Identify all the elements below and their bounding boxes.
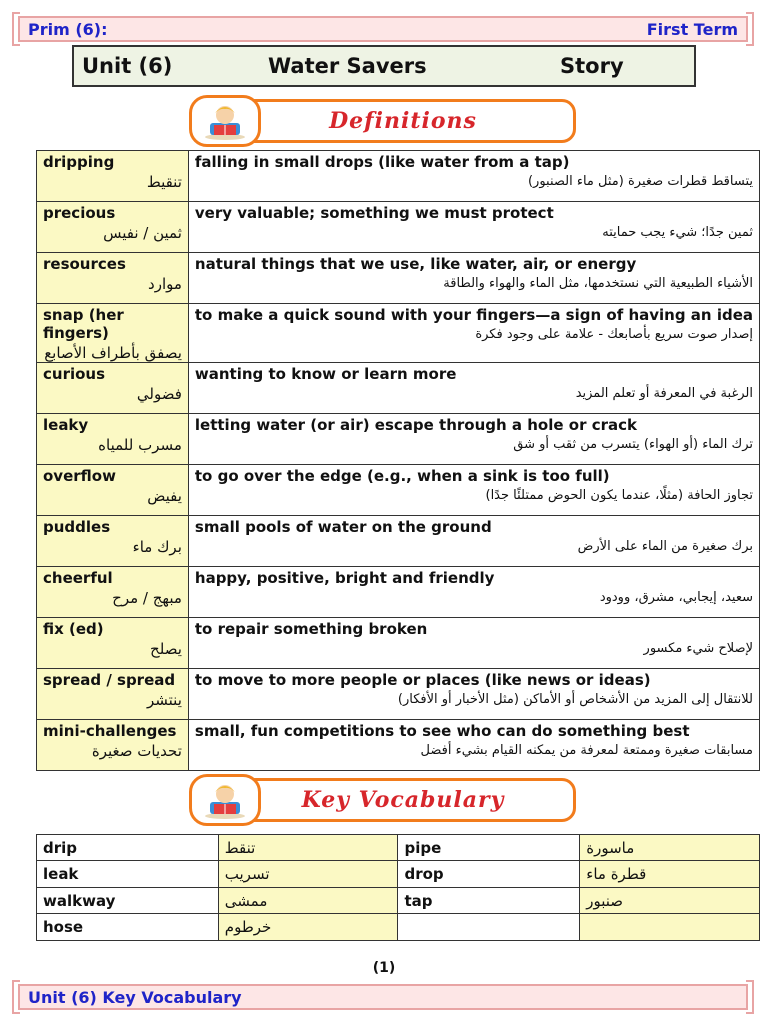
grade-label: Prim (6): <box>28 19 108 39</box>
definition-english: to go over the edge (e.g., when a sink is too full) <box>194 467 610 485</box>
footer-label: Unit (6) Key Vocabulary <box>28 987 242 1007</box>
definition-row <box>37 151 760 202</box>
header-band <box>18 16 748 42</box>
vocab-meaning: قطرة ماء <box>580 861 760 888</box>
term-arabic: مبهج / مرح <box>112 589 182 607</box>
definition-row <box>37 618 760 669</box>
term-arabic: يفيض <box>147 487 182 505</box>
definition-row <box>37 567 760 618</box>
definition-english: to repair something broken <box>194 620 428 638</box>
definition-cell <box>188 669 759 720</box>
vocab-word: walkway <box>37 888 219 914</box>
vocab-word: hose <box>37 914 219 941</box>
definition-english: small, fun competitions to see who can do something best <box>194 722 690 740</box>
vocab-meaning <box>580 914 760 941</box>
definition-cell <box>188 304 759 363</box>
term-english: snap (her fingers) <box>43 306 124 342</box>
definition-row <box>37 253 760 304</box>
definition-row <box>37 720 760 771</box>
vocab-meaning: تنقط <box>218 835 398 861</box>
definition-arabic: لإصلاح شيء مكسور <box>643 641 753 656</box>
lesson-title: Water Savers <box>268 54 427 78</box>
definition-english: falling in small drops (like water from a tap) <box>194 153 570 171</box>
definition-english: wanting to know or learn more <box>194 365 457 383</box>
definition-arabic: الأشياء الطبيعية التي نستخدمها، مثل الماء والهواء والطاقة <box>443 276 753 291</box>
term-arabic: يصفق بأطراف الأصابع <box>44 344 182 362</box>
vocab-meaning: صنبور <box>580 888 760 914</box>
term-english: puddles <box>43 518 111 536</box>
definition-row <box>37 304 760 363</box>
key-vocabulary-banner <box>190 778 576 822</box>
vocab-word: drip <box>37 835 219 861</box>
vocabulary-table <box>36 834 760 941</box>
term-cell <box>37 151 189 202</box>
definitions-banner <box>190 99 576 143</box>
term-cell <box>37 567 189 618</box>
term-english: overflow <box>43 467 116 485</box>
term-english: curious <box>43 365 106 383</box>
reading-child-icon <box>189 774 261 826</box>
term-arabic: تنقيط <box>146 173 182 191</box>
definition-arabic: سعيد، إيجابي، مشرق، وودود <box>599 590 753 605</box>
definition-row <box>37 669 760 720</box>
term-cell <box>37 202 189 253</box>
term-cell <box>37 720 189 771</box>
definition-english: small pools of water on the ground <box>194 518 492 536</box>
definition-row <box>37 465 760 516</box>
term-english: fix (ed) <box>43 620 104 638</box>
term-cell <box>37 618 189 669</box>
term-english: mini-challenges <box>43 722 177 740</box>
term-arabic: موارد <box>148 275 182 293</box>
term-english: leaky <box>43 416 89 434</box>
definition-english: letting water (or air) escape through a hole or crack <box>194 416 637 434</box>
definition-english: happy, positive, bright and friendly <box>194 569 495 587</box>
definition-cell <box>188 618 759 669</box>
term-english: dripping <box>43 153 115 171</box>
term-english: resources <box>43 255 126 273</box>
definition-cell <box>188 253 759 304</box>
vocab-meaning: ممشى <box>218 888 398 914</box>
definition-arabic: برك صغيرة من الماء على الأرض <box>577 539 753 554</box>
term-cell <box>37 465 189 516</box>
term-arabic: ينتشر <box>147 691 182 709</box>
vocabulary-row <box>37 835 760 861</box>
definition-cell <box>188 202 759 253</box>
definition-cell <box>188 151 759 202</box>
definition-cell <box>188 720 759 771</box>
term-arabic: فضولي <box>136 385 182 403</box>
term-arabic: مسرب للمياه <box>98 436 182 454</box>
vocab-meaning: ماسورة <box>580 835 760 861</box>
reading-child-icon <box>189 95 261 147</box>
lesson-type: Story <box>560 54 624 78</box>
vocab-word: pipe <box>398 835 580 861</box>
term-cell <box>37 414 189 465</box>
term-cell <box>37 304 189 363</box>
key-vocabulary-heading: Key Vocabulary <box>301 787 505 813</box>
definition-cell <box>188 567 759 618</box>
definition-arabic: مسابقات صغيرة وممتعة لمعرفة من يمكنه القيام بشيء أفضل <box>420 743 753 758</box>
definition-english: very valuable; something we must protect <box>194 204 554 222</box>
term-arabic: تحديات صغيرة <box>91 742 182 760</box>
definition-arabic: تجاوز الحافة (مثلًا، عندما يكون الحوض ممتلئًا جدًا) <box>485 488 753 503</box>
page-number: (1) <box>372 960 396 976</box>
definition-arabic: يتساقط قطرات صغيرة (مثل ماء الصنبور) <box>527 174 753 189</box>
definition-row <box>37 202 760 253</box>
unit-title-box <box>72 45 696 87</box>
unit-label: Unit (6) <box>82 54 173 78</box>
vocab-word: drop <box>398 861 580 888</box>
definition-cell <box>188 465 759 516</box>
definitions-table <box>36 150 760 771</box>
definitions-heading: Definitions <box>329 108 477 134</box>
vocab-word <box>398 914 580 941</box>
definition-english: to make a quick sound with your fingers—a sign of having an idea <box>194 306 753 324</box>
definition-arabic: ثمين جدًا؛ شيء يجب حمايته <box>602 225 753 240</box>
definition-cell <box>188 363 759 414</box>
definition-row <box>37 363 760 414</box>
vocabulary-row <box>37 914 760 941</box>
term-cell <box>37 516 189 567</box>
vocabulary-row <box>37 861 760 888</box>
term-cell <box>37 253 189 304</box>
term-english: precious <box>43 204 116 222</box>
term-arabic: ثمين / نفيس <box>103 224 182 242</box>
footer-band <box>18 984 748 1010</box>
term-arabic: يصلح <box>150 640 182 658</box>
vocab-word: leak <box>37 861 219 888</box>
definition-english: natural things that we use, like water, air, or energy <box>194 255 637 273</box>
definition-row <box>37 516 760 567</box>
definition-row <box>37 414 760 465</box>
term-label: First Term <box>646 19 738 39</box>
definition-arabic: ترك الماء (أو الهواء) يتسرب من ثقب أو شق <box>513 437 753 452</box>
definition-arabic: الرغبة في المعرفة أو تعلم المزيد <box>575 386 753 401</box>
vocab-meaning: خرطوم <box>218 914 398 941</box>
vocab-meaning: تسريب <box>218 861 398 888</box>
term-cell <box>37 669 189 720</box>
definition-english: to move to more people or places (like news or ideas) <box>194 671 651 689</box>
term-english: spread / spread <box>43 671 176 689</box>
term-arabic: برك ماء <box>132 538 182 556</box>
term-cell <box>37 363 189 414</box>
vocab-word: tap <box>398 888 580 914</box>
definition-cell <box>188 516 759 567</box>
vocabulary-row <box>37 888 760 914</box>
definition-arabic: إصدار صوت سريع بأصابعك - علامة على وجود فكرة <box>475 327 753 342</box>
term-english: cheerful <box>43 569 113 587</box>
definition-arabic: للانتقال إلى المزيد من الأشخاص أو الأماكن (مثل الأخبار أو الأفكار) <box>397 692 753 707</box>
definition-cell <box>188 414 759 465</box>
